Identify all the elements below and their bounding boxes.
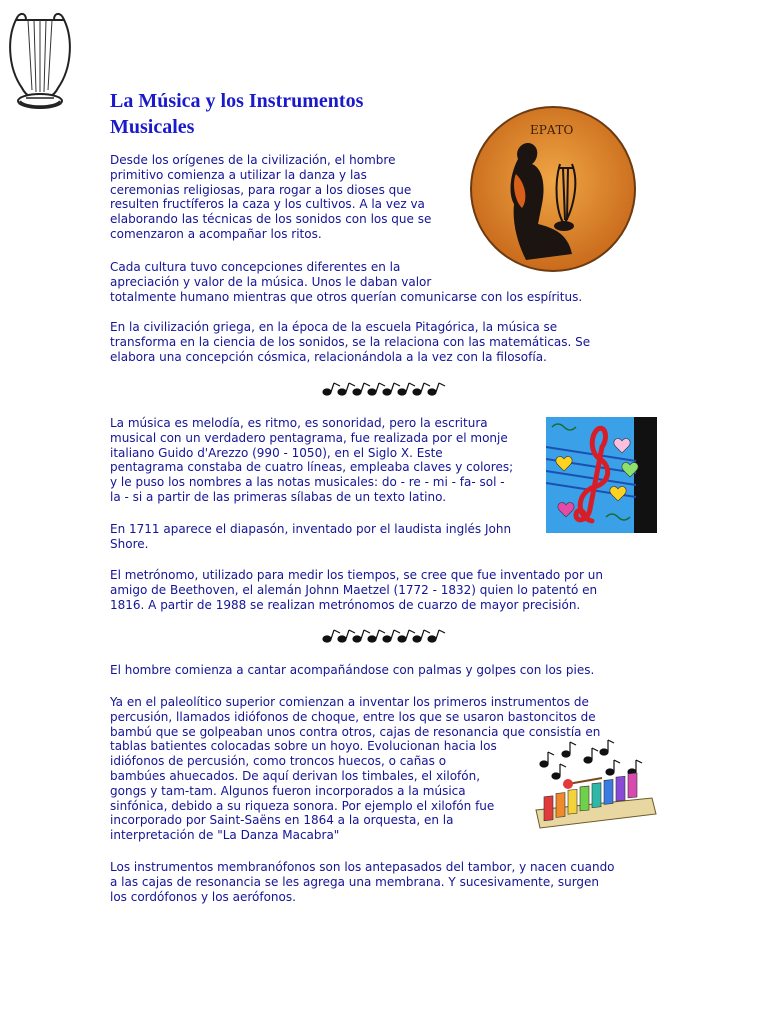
- vase-inscription: ΕΡΑΤΟ: [530, 123, 574, 137]
- page-title-line2: Musicales: [110, 116, 195, 138]
- music-notes-divider-icon: [322, 627, 446, 643]
- paragraph-percussion: Ya en el paleolítico superior comienzan a inventar los primeros instrumentos de percusión, llamados idiófonos de choque, entre los que se usaron bastoncitos de bambú que se golpeaban unos contra otros, cajas de resonancia que consistía en tablas batientes colocadas sobre un hoyo. Evolucionan hacia los idiófonos de percusión, como troncos huecos, o cañas o bambúes ahuecados. De aquí derivan los timbales, el xilofón, gongs y tam-tam. Algunos fueron incorporados a la música sinfónica, debido a su riqueza sonora. Por ejemplo el xilofón fue incorporado por Saint-Saëns en 1864 a la orquesta, en la interpretación de "La Danza Macabra": [110, 695, 601, 843]
- paragraph-staff-notation: La música es melodía, es ritmo, es sonoridad, pero la escritura musical con un verdadero pentagrama, fue realizada por el monje italiano Guido d'Arezzo (990 - 1050), en el Siglo X. Este pentagrama constaba de cuatro líneas, empleaba claves y colores; y le puso los nombres a las notas musicales: do - re - mi - fa- sol - la - si a partir de las primeras sílabas de un texto latino.: [110, 416, 514, 504]
- paragraph-cultures: Cada cultura tuvo concepciones diferentes en la apreciación y valor de la música. Unos le daban valor totalmente humano mientras que otros querían comunicarse con los espíritus.: [110, 260, 583, 304]
- greek-muse-vase-picture: [468, 104, 638, 274]
- page-title-line1: La Música y los Instrumentos: [110, 90, 364, 112]
- music-notes-divider-icon: [322, 380, 446, 396]
- paragraph-metronome: El metrónomo, utilizado para medir los tiempos, se cree que fue inventado por un amigo de Beethoven, el alemán Johnn Maetzel (1772 - 1832) quien lo patentó en 1816. A partir de 1988 se realizan metrónomos de cuarzo de mayor precisión.: [110, 568, 603, 612]
- paragraph-tuning-fork: En 1711 aparece el diapasón, inventado por el laudista inglés John Shore.: [110, 522, 512, 551]
- paragraph-membranophones: Los instrumentos membranófonos son los antepasados del tambor, y nacen cuando a las cajas de resonancia se les agrega una membrana. Y sucesivamente, surgen los cordófonos y los aerófonos.: [110, 860, 615, 904]
- treble-clef-picture: [546, 417, 657, 533]
- page-title: [110, 88, 363, 140]
- paragraph-origins: Desde los orígenes de la civilización, el hombre primitivo comienza a utilizar la danza y las ceremonias religiosas, para rogar a los dioses que resulten fructíferos la caza y los cultivos. A la vez va elaborando las técnicas de los sonidos con los que se comenzaron a acompañar los ritos.: [110, 153, 432, 241]
- xylophone-picture: [532, 738, 658, 830]
- paragraph-greek-civilization: En la civilización griega, en la época de la escuela Pitagórica, la música se transforma en la ciencia de los sonidos, se la relaciona con las matemáticas. Se elabora una concepción cósmica, relacionándola a la vez con la filosofía.: [110, 320, 591, 364]
- lyre-icon: [4, 6, 76, 114]
- paragraph-singing: El hombre comienza a cantar acompañándose con palmas y golpes con los pies.: [110, 663, 595, 677]
